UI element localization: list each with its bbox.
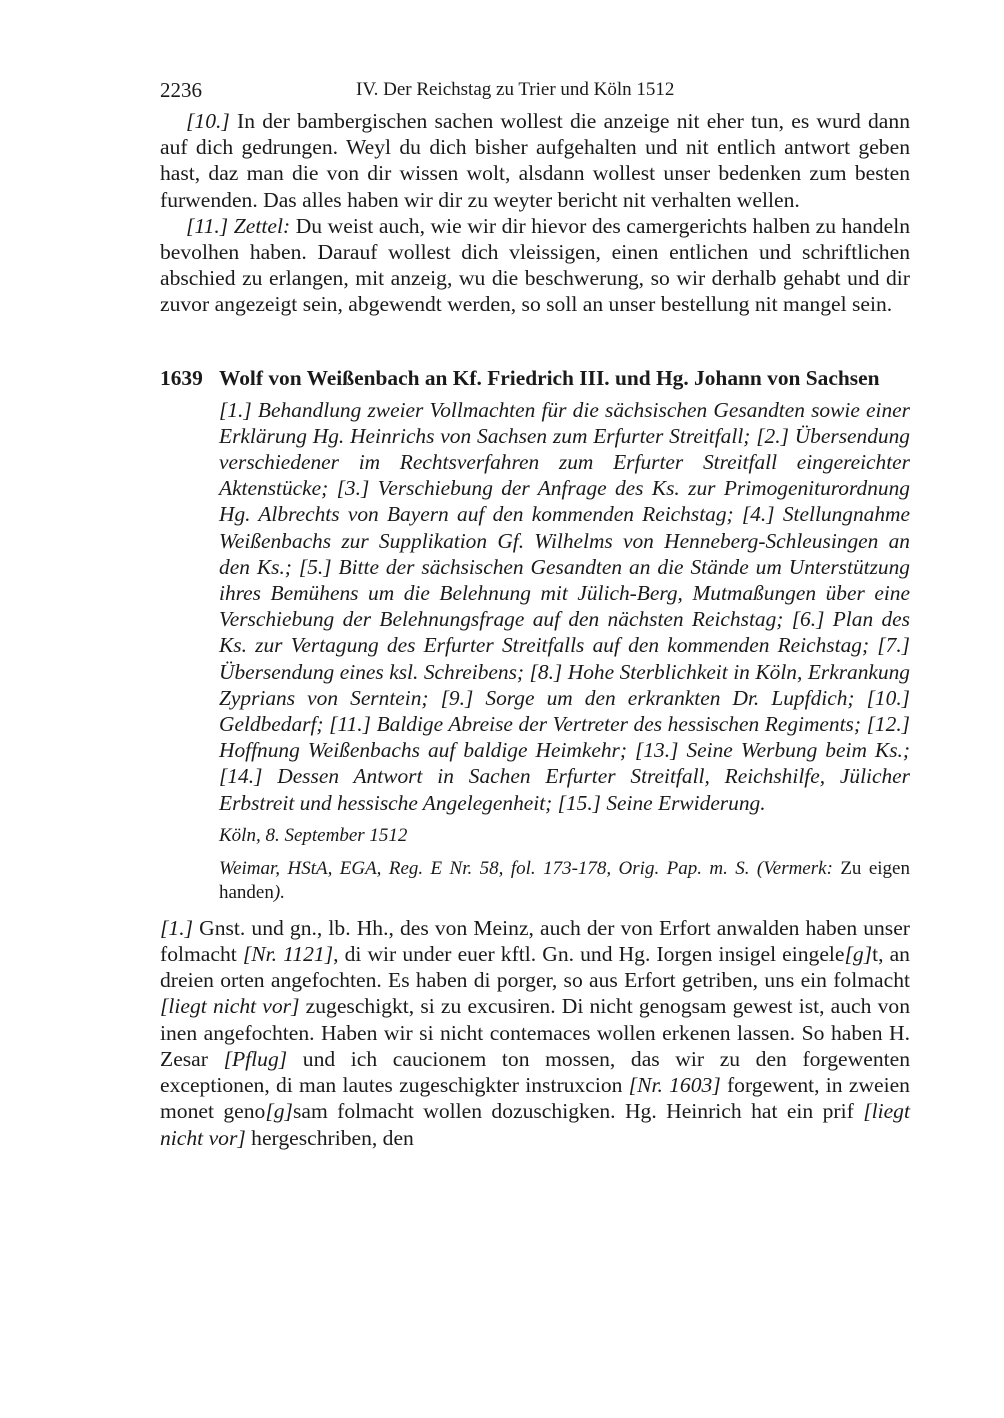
regest-summary: [1.] Behandlung zweier Vollmachten für die sächsischen Gesandten sowie einer Erklärung Hg. Heinrichs von Sachsen zum Erfurter Streitfall; [2.] Übersendung verschiedener im Rechtsverfahren zum Erfurter Streitfall eingereichter Aktenstücke; [3.] Verschiebung der Anfrage des Ks. zur Primogeniturordnung Hg. Albrechts von Bayern auf den kommenden Reichstag; [4.] Stellungnahme Weißenbachs zur Supplikation Gf. Wilhelms von Henneberg-Schleusingen an den Ks.; [5.] Bitte der sächsischen Gesandten an die Stände um Unterstützung ihres Bemühens um die Belehnung mit Jülich-Berg, Mutmaßungen über eine Verschiebung der Belehnungsfrage auf den nächsten Reichstag; [6.] Plan des Ks. zur Vertagung des Erfurter Streitfalls auf den kommenden Reichstag; [7.] Übersendung eines ksl. Schreibens; [8.] Hohe Sterblichkeit in Köln, Erkrankung Zyprians von Serntein; [9.] Sorge um den erkrankten Dr. Lupfdich; [10.] Geldbedarf; [11.] Baldige Abreise der Vertreter des hessischen Regiments; [12.] Hoffnung Weißenbachs auf baldige Heimkehr; [13.] Seine Werbung beim Ks.; [14.] Dessen Antwort in Sachen Erfurter Streitfall, Reichshilfe, Jülicher Erbstreit und hessische Angelegenheit; [15.] Seine Erwiderung. — [219, 397, 910, 815]
reference-note: [Nr. 1121] — [242, 942, 334, 967]
editorial-insertion: [g] — [844, 942, 873, 967]
paragraph-text: Du weist auch, wie wir dir hievor des camergerichts halben zu handeln bevolhen haben. Darauf wollest dich vleissigen, einen entlichen und schriftlichen abschied zu erlangen, mit anzeig, wu die beschwerung, so wir derhalb gehabt und dir zuvor angezeigt sein, abgewendt werden, so soll an unser bestellung nit mangel sein. — [160, 213, 910, 317]
editorial-insertion: [Pflug] — [223, 1046, 288, 1071]
source-note — [219, 857, 910, 905]
paragraph-marker: [1.] — [160, 915, 194, 940]
text-run: forgewent, in zweien monet geno — [160, 1073, 910, 1124]
text-run: zugeschigkt, si zu excusiren. Di nicht genogsam gewest ist, auch von inen angefochten. Haben wir si nicht contemaces wollen erkenen lassen. So haben H. Zesar — [160, 994, 910, 1071]
running-title: IV. Der Reichstag zu Trier und Köln 1512 — [356, 79, 675, 100]
paragraph-marker: [10.] — [186, 109, 230, 133]
paragraph-text: In der bambergischen sachen wollest die anzeige nit eher tun, es wurd dann auf dich gedrungen. Weyl du dich bisher aufgehalten und nit entlich antwort geben hast, daz man die von dir wissen wolt, alsdann wollest unser bedenken zum besten furwenden. Das alles haben wir dir zu weyter bericht nit verhalten wellen. — [160, 109, 910, 212]
editorial-insertion: [g] — [265, 1099, 293, 1124]
text-run: , di wir under euer kftl. Gn. und Hg. Iorgen insigel eingele — [333, 942, 845, 967]
source-roman: Zu eigen handen — [219, 857, 910, 903]
text-run: hergeschriben, den — [245, 1125, 414, 1150]
paragraph-marker: [11.] Zettel: — [186, 213, 291, 238]
running-header — [160, 78, 910, 108]
reference-note: [liegt nicht vor] — [160, 1099, 910, 1150]
reference-note: [liegt nicht vor] — [160, 994, 300, 1019]
body-paragraph-1 — [160, 915, 910, 1151]
paragraph-11 — [160, 213, 910, 318]
document-page — [160, 78, 910, 1151]
text-run: und ich caucionem ton mossen, das wir zu den forgewenten exceptionen, di man lautes zugeschigkter instruxcion — [160, 1046, 910, 1098]
text-run: Gnst. und gn., lb. Hh., des von Meinz, auch der von Erfort anwalden haben unser folmacht — [160, 915, 910, 967]
document-number: 1639 — [160, 365, 203, 390]
source-close: ). — [273, 881, 285, 903]
source-italic: Weimar, HStA, EGA, Reg. E Nr. 58, fol. 173-178, Orig. Pap. m. S. (Vermerk: — [219, 857, 833, 879]
text-run: sam folmacht wollen dozuschigken. Hg. Heinrich hat ein prif — [292, 1099, 864, 1124]
reference-note: [Nr. 1603] — [628, 1073, 721, 1098]
paragraph-10 — [160, 108, 910, 213]
text-run: t, an dreien orten angefochten. Es haben di porger, so aus Erfort getriben, uns ein folmacht — [160, 942, 910, 993]
document-heading — [160, 366, 910, 396]
place-date: Köln, 8. September 1512 — [219, 824, 408, 846]
page-number: 2236 — [160, 78, 202, 102]
document-title: Wolf von Weißenbach an Kf. Friedrich III. und Hg. Johann von Sachsen — [219, 365, 880, 390]
